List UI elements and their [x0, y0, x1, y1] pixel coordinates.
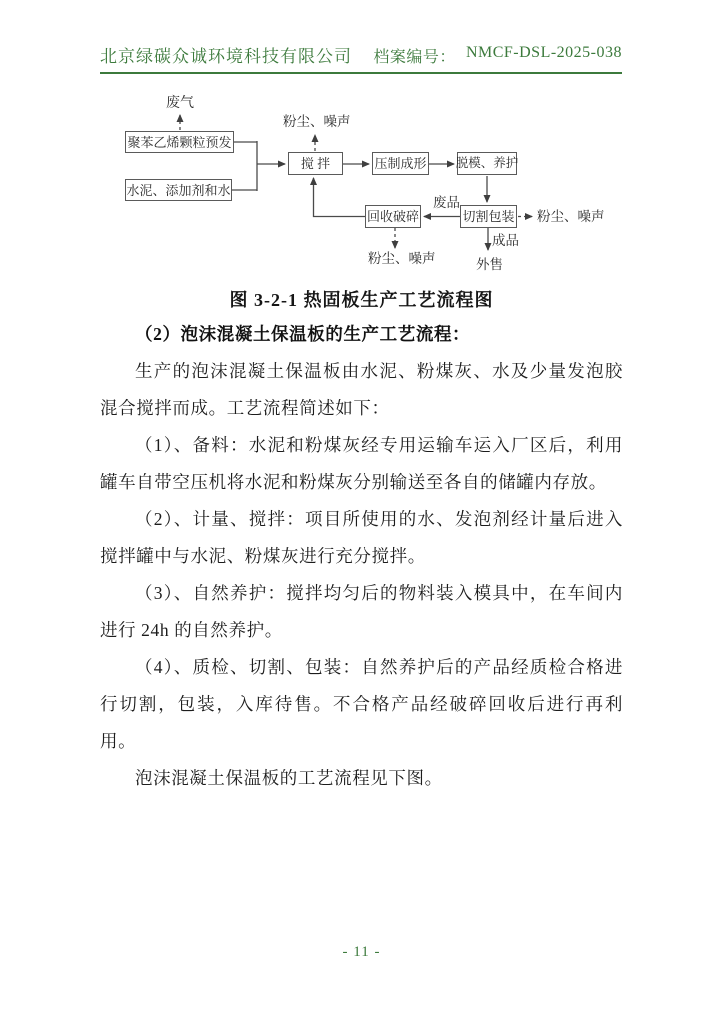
flow-label-dust-noise-right: 粉尘、噪声 [537, 209, 605, 224]
flow-label-finished-product: 成品 [492, 233, 519, 248]
flow-box-recycle-crush: 回收破碎 [365, 205, 421, 228]
paragraph: 生产的泡沫混凝土保温板由水泥、粉煤灰、水及少量发泡胶混合搅拌而成。工艺流程简述如下： [100, 361, 623, 418]
body-text [100, 316, 623, 797]
archive-label: 档案编号： [373, 49, 456, 66]
company-name: 北京绿碳众诚环境科技有限公司 [100, 47, 352, 66]
flow-box-cutting-packing: 切割包装 [460, 205, 517, 228]
flow-box-cement-additive-water: 水泥、添加剂和水 [125, 179, 232, 201]
flow-box-demold-curing: 脱模、养护 [457, 152, 517, 175]
arrow-recycle-mixing [314, 178, 366, 217]
paragraph: （2）、计量、搅拌：项目所使用的水、发泡剂经计量后进入搅拌罐中与水泥、粉煤灰进行充分搅拌。 [100, 509, 623, 566]
page-header [100, 46, 622, 74]
paragraph: （4）、质检、切割、包装：自然养护后的产品经质检合格进行切割，包装，入库待售。不合格产品经破碎回收后进行再利用。 [100, 657, 623, 751]
paragraph: （3）、自然养护：搅拌均匀后的物料装入模具中，在车间内进行 24h 的自然养护。 [100, 583, 623, 640]
archive-no-value: NMCF-DSL-2025-038 [465, 44, 622, 61]
archive-number [373, 44, 622, 67]
flow-label-dust-noise-top: 粉尘、噪声 [283, 114, 351, 129]
flow-label-waste-gas: 废气 [166, 96, 194, 111]
flow-box-mixing: 搅 拌 [288, 152, 343, 175]
flow-box-press-forming: 压制成形 [372, 152, 429, 175]
section-heading: （2）泡沫混凝土保温板的生产工艺流程： [135, 324, 471, 344]
flow-label-for-sale: 外售 [476, 257, 503, 272]
flow-label-dust-noise-bottom: 粉尘、噪声 [368, 251, 436, 266]
page-number: - 11 - [342, 944, 381, 960]
paragraph: 泡沫混凝土保温板的工艺流程见下图。 [135, 768, 443, 788]
flow-label-scrap: 废品 [433, 195, 460, 210]
figure-caption: 图 3-2-1 热固板生产工艺流程图 [229, 290, 494, 310]
paragraph: （1）、备料：水泥和粉煤灰经专用运输车运入厂区后，利用罐车自带空压机将水泥和粉煤灰分别输送至各自的储罐内存放。 [100, 435, 623, 492]
flow-box-eps-pre-expand: 聚苯乙烯颗粒预发 [125, 131, 234, 153]
